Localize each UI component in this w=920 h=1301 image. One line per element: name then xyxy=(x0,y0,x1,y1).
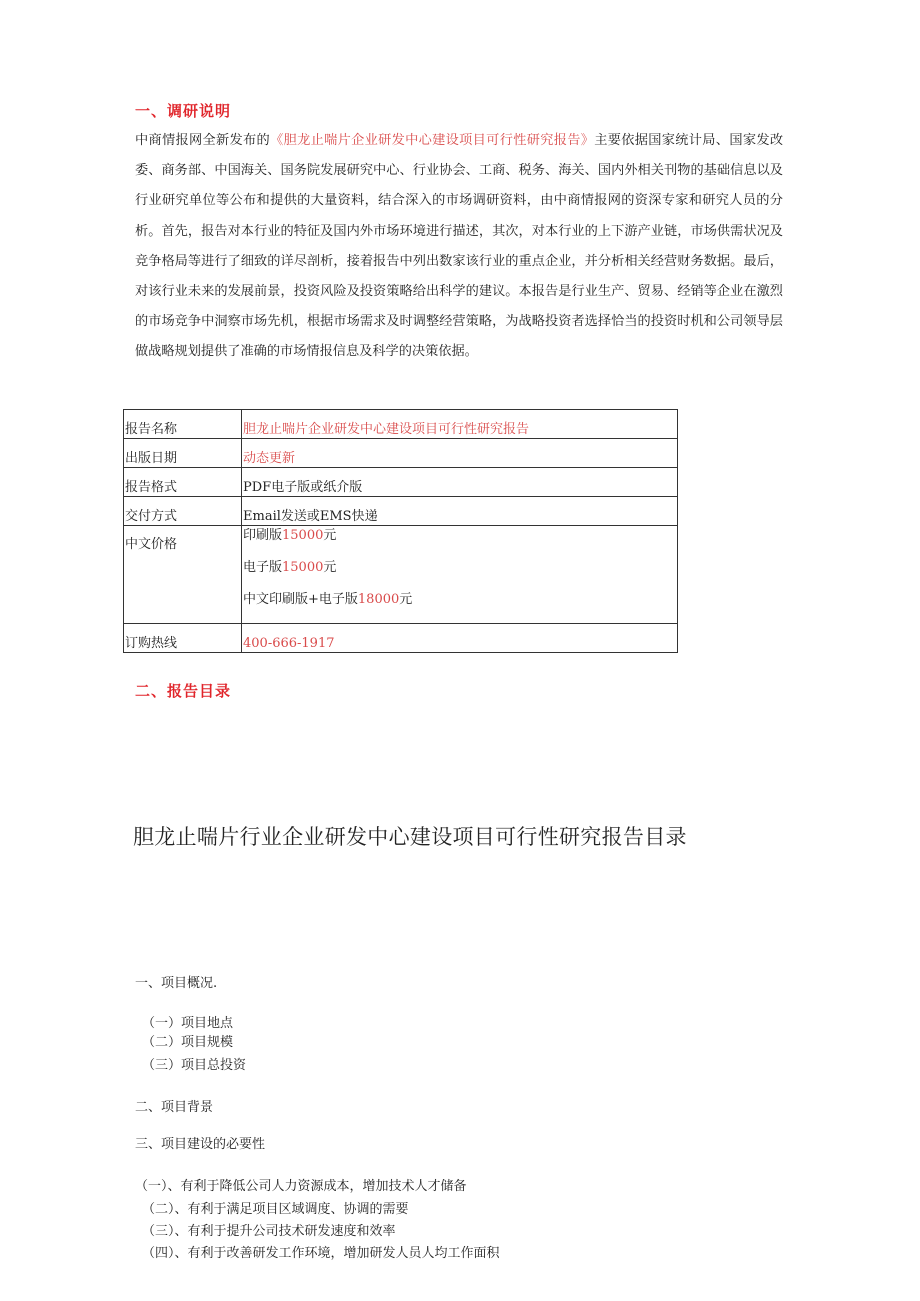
price-e-prefix: 电子版 xyxy=(243,560,283,575)
section1-heading: 一、调研说明 xyxy=(135,102,232,120)
toc-ch3-2: （二）、有利于满足项目区域调度、协调的需要 xyxy=(142,1202,409,1217)
price-values xyxy=(242,526,678,624)
price-label-text: 中文价格 xyxy=(125,537,178,552)
toc-ch1-2: （二）项目规模 xyxy=(142,1035,234,1050)
intro-prefix: 中商情报网全新发布的 xyxy=(135,133,271,148)
section2-heading: 二、报告目录 xyxy=(135,682,232,700)
toc-ch2: 二、项目背景 xyxy=(135,1100,214,1115)
intro-body: 主要依据国家统计局、国家发改委、商务部、中国海关、国务院发展研究中心、行业协会、工商、税务、海关、国内外相关刊物的基础信息以及行业研究单位等公布和提供的大量资料，结合深入的市场调研资料，由中商情报网的资深专家和研究人员的分析。首先，报告对本行业的特征及国内外市场环境进行描述，其次，对本行业的上下游产业链，市场供需状况及竞争格局等进行了细致的详尽剖析，接着报告中列出数家该行业的重点企业，并分析相关经营财务数据。最后，对该行业未来的发展前景，投资风险及投资策略给出科学的建议。本报告是行业生产、贸易、经销等企业在激烈的市场竞争中洞察市场先机，根据市场需求及时调整经营策略，为战略投资者选择恰当的投资时机和公司领导层做战略规划提供了准确的市场情报信息及科学的决策依据。 xyxy=(135,133,784,360)
table-row-price xyxy=(124,526,678,624)
price-print-line xyxy=(243,526,677,559)
price-label xyxy=(124,526,242,624)
table-row-format xyxy=(124,468,678,497)
format-label: 报告格式 xyxy=(124,468,242,497)
delivery-value: Email发送或EMS快递 xyxy=(242,497,678,526)
price-print-prefix: 印刷版 xyxy=(243,528,283,543)
price-combo-prefix: 中文印刷版+电子版 xyxy=(243,592,358,607)
table-row-date xyxy=(124,439,678,468)
price-print-unit: 元 xyxy=(323,528,337,543)
date-value: 动态更新 xyxy=(242,439,678,468)
toc-ch3-1: （一）、有利于降低公司人力资源成本，增加技术人才储备 xyxy=(135,1179,467,1194)
table-row-name xyxy=(124,410,678,439)
report-info-table xyxy=(123,409,678,653)
price-e-unit: 元 xyxy=(323,560,337,575)
toc-ch1-1: （一）项目地点 xyxy=(142,1016,234,1031)
intro-paragraph xyxy=(135,126,783,368)
price-combo-line xyxy=(243,591,677,623)
name-label: 报告名称 xyxy=(124,410,242,439)
price-e-line xyxy=(243,559,677,591)
format-value: PDF电子版或纸介版 xyxy=(242,468,678,497)
toc-ch1-3: （三）项目总投资 xyxy=(142,1058,247,1073)
toc-ch1: 一、项目概况. xyxy=(135,976,218,991)
hotline-label: 订购热线 xyxy=(124,624,242,653)
date-label: 出版日期 xyxy=(124,439,242,468)
table-row-hotline xyxy=(124,624,678,653)
toc-ch3-3: （三）、有利于提升公司技术研发速度和效率 xyxy=(142,1224,396,1239)
toc-ch3: 三、项目建设的必要性 xyxy=(135,1137,266,1152)
price-combo-unit: 元 xyxy=(399,592,413,607)
table-row-delivery xyxy=(124,497,678,526)
price-print-amount: 15000 xyxy=(282,528,324,543)
toc-title: 胆龙止喘片行业企业研发中心建设项目可行性研究报告目录 xyxy=(133,825,687,849)
intro-report-title: 《胆龙止喘片企业研发中心建设项目可行性研究报告》 xyxy=(270,133,595,148)
name-value: 胆龙止喘片企业研发中心建设项目可行性研究报告 xyxy=(242,410,678,439)
price-combo-amount: 18000 xyxy=(357,592,400,607)
delivery-label: 交付方式 xyxy=(124,497,242,526)
toc-ch3-4: （四）、有利于改善研发工作环境，增加研发人员人均工作面积 xyxy=(142,1246,500,1261)
hotline-value: 400-666-1917 xyxy=(242,624,678,653)
price-e-amount: 15000 xyxy=(282,560,324,575)
